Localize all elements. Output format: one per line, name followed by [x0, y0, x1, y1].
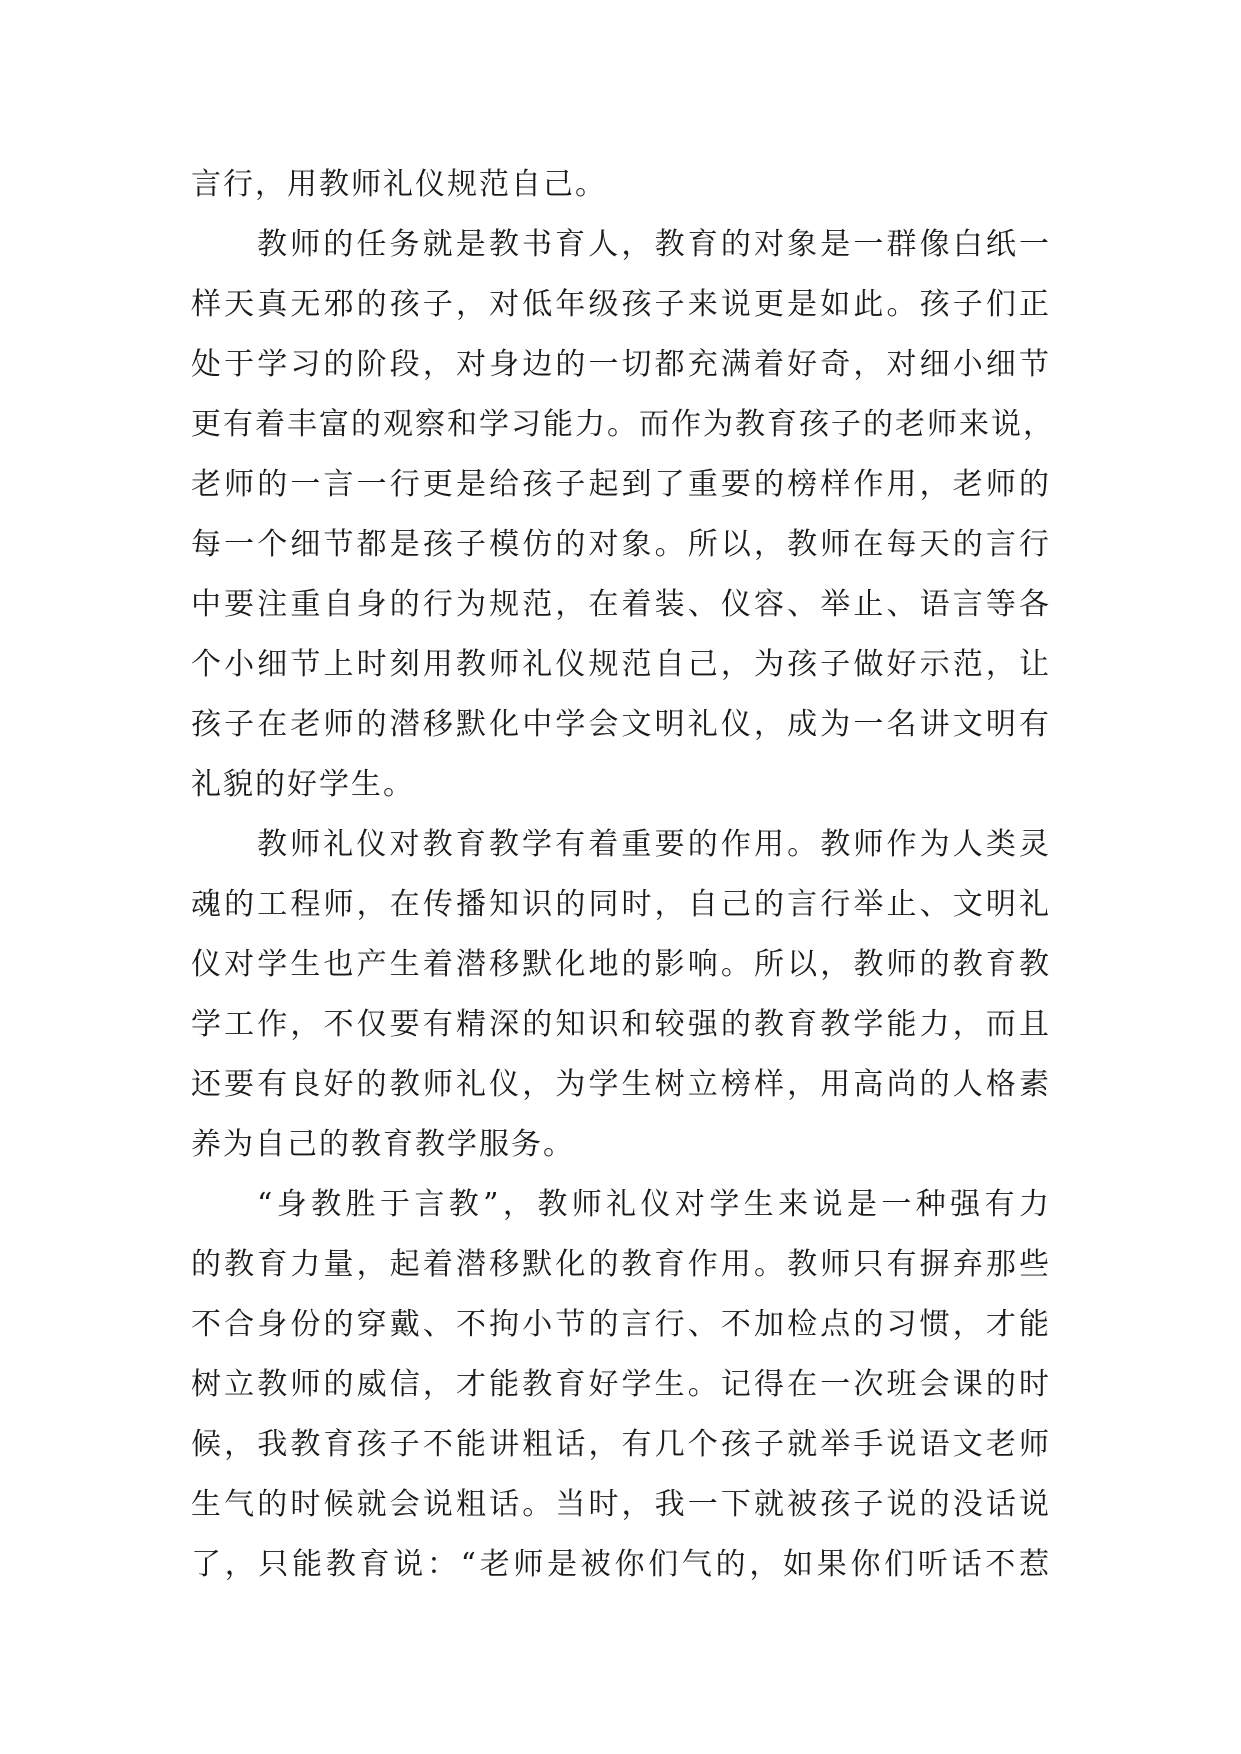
text-line: 候，我教育孩子不能讲粗话，有几个孩子就举手说语文老师 [191, 1427, 1051, 1462]
body-text [191, 155, 1055, 1595]
text-line: 处于学习的阶段，对身边的一切都充满着好奇，对细小细节 [191, 347, 1051, 382]
text-line: “身教胜于言教”，教师礼仪对学生来说是一种强有力 [257, 1187, 1051, 1222]
text-line: 礼貌的好学生。 [191, 767, 415, 802]
text-line: 树立教师的威信，才能教育好学生。记得在一次班会课的时 [191, 1367, 1051, 1402]
text-line: 生气的时候就会说粗话。当时，我一下就被孩子说的没话说 [191, 1487, 1051, 1522]
text-line: 魂的工程师，在传播知识的同时，自己的言行举止、文明礼 [191, 887, 1051, 922]
text-line: 样天真无邪的孩子，对低年级孩子来说更是如此。孩子们正 [191, 287, 1051, 322]
text-line: 个小细节上时刻用教师礼仪规范自己，为孩子做好示范，让 [191, 647, 1051, 682]
text-line: 教师的任务就是教书育人，教育的对象是一群像白纸一 [257, 227, 1051, 262]
text-line: 不合身份的穿戴、不拘小节的言行、不加检点的习惯，才能 [191, 1307, 1051, 1342]
text-line: 了，只能教育说：“老师是被你们气的，如果你们听话不惹 [191, 1547, 1051, 1582]
text-line: 的教育力量，起着潜移默化的教育作用。教师只有摒弃那些 [191, 1247, 1051, 1282]
text-line: 还要有良好的教师礼仪，为学生树立榜样，用高尚的人格素 [191, 1067, 1051, 1102]
text-line: 言行，用教师礼仪规范自己。 [191, 167, 607, 202]
text-line: 老师的一言一行更是给孩子起到了重要的榜样作用，老师的 [191, 467, 1051, 502]
text-line: 养为自己的教育教学服务。 [191, 1127, 575, 1162]
text-line: 教师礼仪对教育教学有着重要的作用。教师作为人类灵 [257, 827, 1051, 862]
text-line: 学工作，不仅要有精深的知识和较强的教育教学能力，而且 [191, 1007, 1051, 1042]
text-line: 每一个细节都是孩子模仿的对象。所以，教师在每天的言行 [191, 527, 1051, 562]
text-line: 孩子在老师的潜移默化中学会文明礼仪，成为一名讲文明有 [191, 707, 1051, 742]
text-line: 更有着丰富的观察和学习能力。而作为教育孩子的老师来说， [191, 407, 1055, 442]
text-line: 仪对学生也产生着潜移默化地的影响。所以，教师的教育教 [191, 947, 1051, 982]
text-line: 中要注重自身的行为规范，在着装、仪容、举止、语言等各 [191, 587, 1051, 622]
